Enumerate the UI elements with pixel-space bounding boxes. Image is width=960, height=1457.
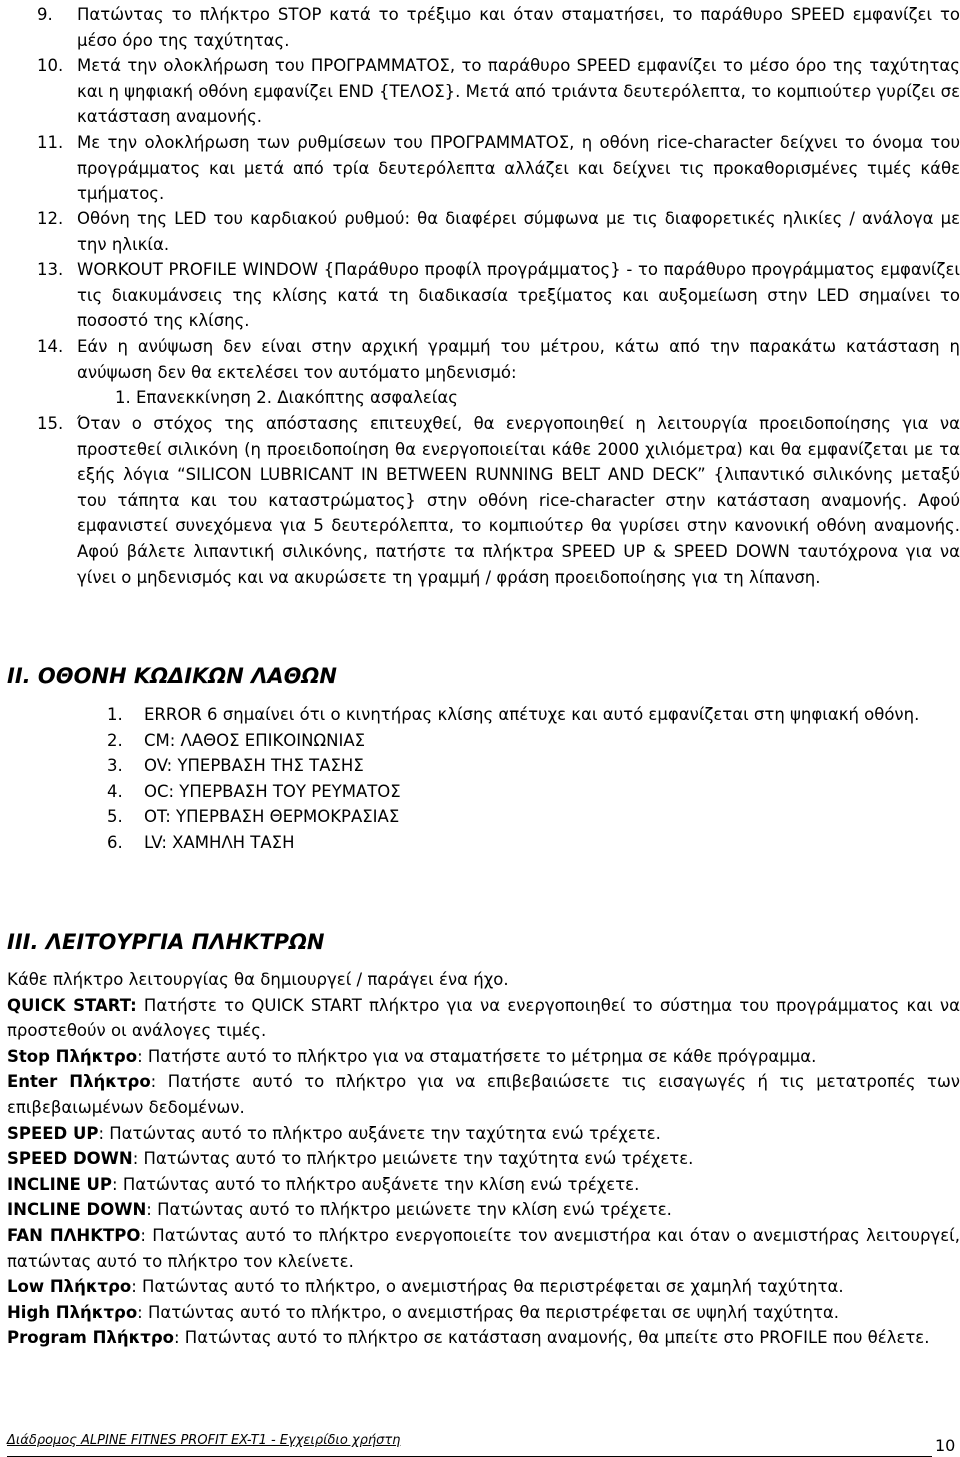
page-footer bbox=[7, 1430, 932, 1457]
error-text: OV: ΥΠΕΡΒΑΣΗ ΤΗΣ ΤΑΣΗΣ bbox=[144, 756, 364, 776]
key-text: : Πατήστε αυτό το πλήκτρο για να επιβεβαιώσετε τις εισαγωγές ή τις μετατροπές των επιβεβαιωμένων δεδομένων. bbox=[7, 1072, 960, 1117]
item-text: Μετά την ολοκλήρωση του ΠΡΟΓΡΑΜΜΑΤΟΣ, το παράθυρο SPEED εμφανίζει το μέσο όρο της ταχύτητας και η ψηφιακή οθόνη εμφανίζει END {ΤΕΛΟΣ}. Μετά από τριάντα δευτερόλεπτα, το κομπιούτερ γυρίζει σε κατάσταση αναμονής. bbox=[77, 56, 960, 127]
item-text: Με την ολοκλήρωση των ρυθμίσεων του ΠΡΟΓΡΑΜΜΑΤΟΣ, η οθόνη rice-character δείχνει το όνομα του προγράμματος και μετά από τρία δευτερόλεπτα αλλάζει και δείχνει τις προκαθορισμένες τιμές κάθε τμήματος. bbox=[77, 133, 960, 204]
error-number: 2. bbox=[107, 730, 123, 750]
error-code-item bbox=[107, 728, 960, 754]
key-description bbox=[7, 1223, 960, 1274]
key-name: SPEED UP bbox=[7, 1123, 99, 1143]
item-subtext: 1. Επανεκκίνηση 2. Διακόπτης ασφαλείας bbox=[115, 388, 458, 408]
key-name: INCLINE DOWN bbox=[7, 1200, 147, 1220]
section-heading-error-codes: II. ΟΘΟΝΗ ΚΩΔΙΚΩΝ ΛΑΘΩΝ bbox=[7, 664, 337, 688]
key-text: : Πατώντας αυτό το πλήκτρο αυξάνετε την ταχύτητα ενώ τρέχετε. bbox=[98, 1123, 661, 1143]
key-name: FAN ΠΛΗΚΤΡΟ bbox=[7, 1225, 141, 1245]
key-description bbox=[7, 1197, 960, 1223]
key-description bbox=[7, 1172, 960, 1198]
key-text: : Πατώντας αυτό το πλήκτρο μειώνετε την κλίση ενώ τρέχετε. bbox=[146, 1200, 672, 1220]
key-text: Πατήστε το QUICK START πλήκτρο για να ενεργοποιηθεί το σύστημα του προγράμματος και να προστεθούν οι ανάλογες τιμές. bbox=[7, 995, 960, 1041]
error-text: OT: ΥΠΕΡΒΑΣΗ ΘΕΡΜΟΚΡΑΣΙΑΣ bbox=[144, 807, 400, 827]
item-text: Οθόνη της LED του καρδιακού ρυθμού: θα διαφέρει σύμφωνα με τις διαφορετικές ηλικίες / ανάλογα με την ηλικία. bbox=[77, 209, 960, 254]
section-heading-key-functions: III. ΛΕΙΤΟΥΡΓΙΑ ΠΛΗΚΤΡΩΝ bbox=[7, 930, 325, 954]
key-description bbox=[7, 993, 960, 1044]
key-text: : Πατώντας αυτό το πλήκτρο σε κατάσταση αναμονής, θα μπείτε στο PROFILE που θέλετε. bbox=[173, 1328, 930, 1348]
item-number: 13. bbox=[37, 260, 64, 279]
key-text: : Πατώντας αυτό το πλήκτρο, ο ανεμιστήρας θα περιστρέφεται σε χαμηλή ταχύτητα. bbox=[131, 1277, 844, 1297]
key-text: : Πατώντας αυτό το πλήκτρο αυξάνετε την κλίση ενώ τρέχετε. bbox=[112, 1174, 640, 1194]
error-code-item bbox=[107, 753, 960, 779]
key-name: Stop Πλήκτρο bbox=[7, 1046, 138, 1066]
key-description bbox=[7, 1121, 960, 1147]
error-number: 6. bbox=[107, 832, 123, 852]
error-text: ERROR 6 σημαίνει ότι ο κινητήρας κλίσης απέτυχε και αυτό εμφανίζεται στη ψηφιακή οθόνη. bbox=[144, 705, 920, 724]
key-text: : Πατώντας αυτό το πλήκτρο μειώνετε την ταχύτητα ενώ τρέχετε. bbox=[132, 1149, 694, 1169]
key-text: : Πατώντας αυτό το πλήκτρο ενεργοποιείτε τον ανεμιστήρα και όταν ο ανεμιστήρας λειτουργεί, πατώντας αυτό το πλήκτρο τον κλείνετε. bbox=[7, 1225, 960, 1271]
list-item bbox=[7, 2, 960, 53]
error-number: 4. bbox=[107, 781, 123, 801]
key-name: QUICK START: bbox=[7, 995, 137, 1015]
key-description bbox=[7, 1300, 960, 1326]
error-code-item bbox=[107, 702, 960, 728]
error-number: 5. bbox=[107, 807, 123, 827]
key-name: High Πλήκτρο bbox=[7, 1302, 138, 1322]
error-text: CM: ΛΑΘΟΣ ΕΠΙΚΟΙΝΩΝΙΑΣ bbox=[144, 730, 366, 750]
item-text: Πατώντας το πλήκτρο STOP κατά το τρέξιμο και όταν σταματήσει, το παράθυρο SPEED εμφανίζει το μέσο όρο της ταχύτητας. bbox=[77, 5, 960, 50]
key-name: Program Πλήκτρο bbox=[7, 1328, 174, 1348]
error-code-list bbox=[107, 702, 960, 856]
key-name: INCLINE UP bbox=[7, 1174, 113, 1194]
error-code-item bbox=[107, 804, 960, 830]
list-item bbox=[7, 334, 960, 411]
item-number: 11. bbox=[37, 133, 64, 152]
item-number: 15. bbox=[37, 414, 64, 433]
list-item bbox=[7, 130, 960, 207]
error-number: 1. bbox=[107, 705, 123, 724]
key-description bbox=[7, 1274, 960, 1300]
error-number: 3. bbox=[107, 756, 123, 776]
key-name: SPEED DOWN bbox=[7, 1149, 133, 1169]
error-code-item bbox=[107, 830, 960, 856]
error-code-item bbox=[107, 779, 960, 805]
error-text: OC: ΥΠΕΡΒΑΣΗ ΤΟΥ ΡΕΥΜΑΤΟΣ bbox=[144, 781, 401, 801]
list-item bbox=[7, 257, 960, 334]
key-text: : Πατήστε αυτό το πλήκτρο για να σταματήσετε το μέτρημα σε κάθε πρόγραμμα. bbox=[137, 1046, 817, 1066]
list-item bbox=[7, 53, 960, 130]
item-text: Όταν ο στόχος της απόστασης επιτευχθεί, θα ενεργοποιηθεί η λειτουργία προειδοποίησης για να προστεθεί σιλικόνη (η προειδοποίηση θα ενεργοποιείται κάθε 2000 χιλιόμετρα) και θα εμφανίζεται με τα εξής λόγια “SILICON LUBRICANT IN BETWEEN RUNNING BELT AND DECK” {λιπαντικό σιλικόνης μεταξύ του τάπητα και του καταστρώματος} στην οθόνη rice-character στην κατάσταση αναμονής. Αφού εμφανιστεί συνεχόμενα για 5 δευτερόλεπτα, το κομπιούτερ θα γυρίσει στην κανονική οθόνη αναμονής. Αφού βάλετε λιπαντική σιλικόνης, πατήστε τα πλήκτρα SPEED UP & SPEED DOWN ταυτόχρονα για να γίνει ο μηδενισμός και να ακυρώσετε τη γραμμή / φράση προειδοποίησης για τη λίπανση. bbox=[77, 414, 960, 587]
key-description bbox=[7, 1044, 960, 1070]
key-description bbox=[7, 1325, 960, 1351]
key-function-list bbox=[7, 967, 960, 1351]
key-name: Enter Πλήκτρο bbox=[7, 1072, 151, 1092]
key-text: : Πατώντας αυτό το πλήκτρο, ο ανεμιστήρας θα περιστρέφεται σε υψηλή ταχύτητα. bbox=[137, 1302, 840, 1322]
list-item bbox=[7, 206, 960, 257]
key-name: Low Πλήκτρο bbox=[7, 1277, 132, 1297]
item-text: WORKOUT PROFILE WINDOW {Παράθυρο προφίλ προγράμματος} - το παράθυρο προγράμματος εμφανίζει τις διακυμάνσεις της κλίσης κατά τη διαδικασία τρεξίματος και αυξομείωση στην LED σημαίνει το ποσοστό της κλίσης. bbox=[77, 260, 960, 331]
key-description bbox=[7, 1146, 960, 1172]
item-text: Εάν η ανύψωση δεν είναι στην αρχική γραμμή του μέτρου, κάτω από την παρακάτω κατάσταση η ανύψωση δεν θα εκτελέσει τον αυτόματο μηδενισμό: bbox=[77, 337, 960, 382]
item-number: 9. bbox=[37, 5, 53, 24]
item-number: 10. bbox=[37, 56, 64, 75]
item-number: 12. bbox=[37, 209, 64, 228]
key-intro: Κάθε πλήκτρο λειτουργίας θα δημιουργεί / παράγει ένα ήχο. bbox=[7, 970, 509, 989]
error-text: LV: ΧΑΜΗΛΗ ΤΑΣΗ bbox=[144, 832, 295, 852]
key-description bbox=[7, 1069, 960, 1120]
list-item bbox=[7, 411, 960, 590]
item-number: 14. bbox=[37, 337, 64, 356]
page-number: 10 bbox=[935, 1436, 956, 1455]
footer-title: Διάδρομος ALPINE FITNES PROFIT EX-T1 - Εγχειρίδιο χρήστη bbox=[7, 1433, 401, 1448]
